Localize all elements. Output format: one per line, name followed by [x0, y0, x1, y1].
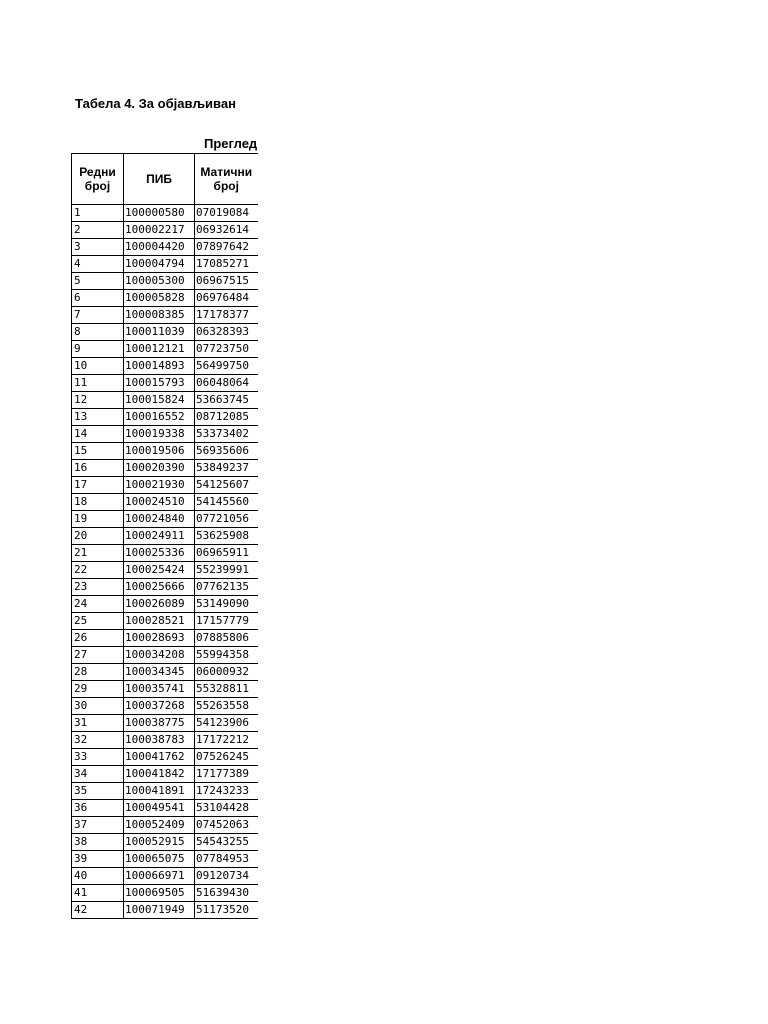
cell-ordinal: 31: [72, 715, 124, 732]
table-row: [72, 885, 258, 902]
table-row: [72, 273, 258, 290]
table-row: [72, 222, 258, 239]
cell-ordinal: 17: [72, 477, 124, 494]
cell-registration-number: 06932614: [195, 222, 258, 239]
cell-pib: 100052915: [124, 834, 195, 851]
cell-pib: 100014893: [124, 358, 195, 375]
cell-ordinal: 37: [72, 817, 124, 834]
cell-registration-number: 53663745: [195, 392, 258, 409]
cell-registration-number: 55263558: [195, 698, 258, 715]
table-row: [72, 613, 258, 630]
cell-registration-number: 51173520: [195, 902, 258, 919]
cell-ordinal: 30: [72, 698, 124, 715]
cell-pib: 100002217: [124, 222, 195, 239]
cell-ordinal: 27: [72, 647, 124, 664]
cell-registration-number: 54145560: [195, 494, 258, 511]
cell-ordinal: 21: [72, 545, 124, 562]
table-row: [72, 681, 258, 698]
cell-pib: 100071949: [124, 902, 195, 919]
table-row: [72, 647, 258, 664]
table-row: [72, 902, 258, 919]
table-row: [72, 783, 258, 800]
cell-registration-number: 55328811: [195, 681, 258, 698]
cell-registration-number: 17172212: [195, 732, 258, 749]
cell-pib: 100004420: [124, 239, 195, 256]
table-row: [72, 239, 258, 256]
column-header-registration-number: Матични број: [195, 154, 258, 205]
column-header-pib: ПИБ: [124, 154, 195, 205]
cell-registration-number: 55239991: [195, 562, 258, 579]
cell-ordinal: 6: [72, 290, 124, 307]
cell-pib: 100024911: [124, 528, 195, 545]
table-row: [72, 409, 258, 426]
cell-registration-number: 56499750: [195, 358, 258, 375]
table-row: [72, 817, 258, 834]
cell-pib: 100021930: [124, 477, 195, 494]
cell-ordinal: 28: [72, 664, 124, 681]
cell-ordinal: 24: [72, 596, 124, 613]
cell-registration-number: 53104428: [195, 800, 258, 817]
table-row: [72, 664, 258, 681]
table-header-row: [72, 154, 258, 205]
table-row: [72, 324, 258, 341]
table-row: [72, 443, 258, 460]
cell-ordinal: 40: [72, 868, 124, 885]
cell-pib: 100041891: [124, 783, 195, 800]
cell-registration-number: 08712085: [195, 409, 258, 426]
cell-registration-number: 06967515: [195, 273, 258, 290]
cell-pib: 100015793: [124, 375, 195, 392]
cell-registration-number: 56935606: [195, 443, 258, 460]
cell-pib: 100025336: [124, 545, 195, 562]
cell-registration-number: 07762135: [195, 579, 258, 596]
table-row: [72, 460, 258, 477]
cell-pib: 100035741: [124, 681, 195, 698]
column-header-ordinal: Редни број: [72, 154, 124, 205]
cell-registration-number: 07897642: [195, 239, 258, 256]
cell-ordinal: 36: [72, 800, 124, 817]
cell-registration-number: 53373402: [195, 426, 258, 443]
cell-ordinal: 10: [72, 358, 124, 375]
cell-pib: 100037268: [124, 698, 195, 715]
table-row: [72, 494, 258, 511]
cell-registration-number: 06965911: [195, 545, 258, 562]
cell-ordinal: 26: [72, 630, 124, 647]
cell-ordinal: 42: [72, 902, 124, 919]
cell-ordinal: 23: [72, 579, 124, 596]
cell-pib: 100034208: [124, 647, 195, 664]
table-row: [72, 545, 258, 562]
cell-ordinal: 8: [72, 324, 124, 341]
cell-pib: 100034345: [124, 664, 195, 681]
table-row: [72, 290, 258, 307]
cell-ordinal: 33: [72, 749, 124, 766]
table-row: [72, 579, 258, 596]
table-row: [72, 375, 258, 392]
cell-ordinal: 14: [72, 426, 124, 443]
cell-pib: 100026089: [124, 596, 195, 613]
table-row: [72, 851, 258, 868]
cell-pib: 100038775: [124, 715, 195, 732]
cell-ordinal: 2: [72, 222, 124, 239]
table-row: [72, 392, 258, 409]
cell-ordinal: 22: [72, 562, 124, 579]
cell-pib: 100025424: [124, 562, 195, 579]
cell-registration-number: 07885806: [195, 630, 258, 647]
cell-ordinal: 39: [72, 851, 124, 868]
table-row: [72, 715, 258, 732]
cell-ordinal: 32: [72, 732, 124, 749]
cell-registration-number: 53149090: [195, 596, 258, 613]
cell-registration-number: 53625908: [195, 528, 258, 545]
table-row: [72, 698, 258, 715]
cell-pib: 100024840: [124, 511, 195, 528]
table-row: [72, 868, 258, 885]
cell-ordinal: 11: [72, 375, 124, 392]
cell-registration-number: 07019084: [195, 205, 258, 222]
table-heading: Преглед: [204, 136, 257, 151]
cell-pib: 100008385: [124, 307, 195, 324]
table-row: [72, 426, 258, 443]
cell-registration-number: 54123906: [195, 715, 258, 732]
cell-ordinal: 19: [72, 511, 124, 528]
table-row: [72, 596, 258, 613]
table-row: [72, 341, 258, 358]
cell-pib: 100004794: [124, 256, 195, 273]
cell-ordinal: 12: [72, 392, 124, 409]
cell-pib: 100041842: [124, 766, 195, 783]
cell-pib: 100028521: [124, 613, 195, 630]
table-row: [72, 630, 258, 647]
cell-registration-number: 07784953: [195, 851, 258, 868]
document-title: Табела 4. За објављиван: [75, 96, 236, 111]
cell-ordinal: 9: [72, 341, 124, 358]
table-row: [72, 732, 258, 749]
table-row: [72, 749, 258, 766]
table-row: [72, 834, 258, 851]
cell-ordinal: 20: [72, 528, 124, 545]
cell-pib: 100024510: [124, 494, 195, 511]
cell-pib: 100012121: [124, 341, 195, 358]
cell-pib: 100019338: [124, 426, 195, 443]
cell-pib: 100052409: [124, 817, 195, 834]
cell-pib: 100049541: [124, 800, 195, 817]
cell-ordinal: 13: [72, 409, 124, 426]
table-row: [72, 307, 258, 324]
cell-ordinal: 16: [72, 460, 124, 477]
cell-pib: 100041762: [124, 749, 195, 766]
cell-ordinal: 1: [72, 205, 124, 222]
cell-registration-number: 06000932: [195, 664, 258, 681]
table-row: [72, 358, 258, 375]
cell-ordinal: 5: [72, 273, 124, 290]
cell-registration-number: 07452063: [195, 817, 258, 834]
cell-pib: 100019506: [124, 443, 195, 460]
cell-pib: 100020390: [124, 460, 195, 477]
cell-ordinal: 29: [72, 681, 124, 698]
cell-registration-number: 17085271: [195, 256, 258, 273]
cell-registration-number: 17243233: [195, 783, 258, 800]
cell-pib: 100038783: [124, 732, 195, 749]
cell-registration-number: 51639430: [195, 885, 258, 902]
cell-ordinal: 34: [72, 766, 124, 783]
table-header: [72, 154, 258, 205]
cell-pib: 100025666: [124, 579, 195, 596]
table-body: [72, 205, 258, 919]
cell-pib: 100015824: [124, 392, 195, 409]
cell-ordinal: 35: [72, 783, 124, 800]
cell-pib: 100000580: [124, 205, 195, 222]
cell-registration-number: 17177389: [195, 766, 258, 783]
cell-ordinal: 3: [72, 239, 124, 256]
table-row: [72, 766, 258, 783]
cell-registration-number: 17178377: [195, 307, 258, 324]
cell-pib: 100016552: [124, 409, 195, 426]
cell-registration-number: 17157779: [195, 613, 258, 630]
table-row: [72, 528, 258, 545]
cell-registration-number: 54125607: [195, 477, 258, 494]
cell-registration-number: 06048064: [195, 375, 258, 392]
cell-registration-number: 07721056: [195, 511, 258, 528]
cell-pib: 100005828: [124, 290, 195, 307]
cell-registration-number: 06976484: [195, 290, 258, 307]
cell-ordinal: 38: [72, 834, 124, 851]
cell-registration-number: 09120734: [195, 868, 258, 885]
cell-pib: 100066971: [124, 868, 195, 885]
cell-ordinal: 15: [72, 443, 124, 460]
table-row: [72, 800, 258, 817]
cell-registration-number: 07526245: [195, 749, 258, 766]
cell-registration-number: 53849237: [195, 460, 258, 477]
cell-ordinal: 7: [72, 307, 124, 324]
table-row: [72, 205, 258, 222]
cell-ordinal: 18: [72, 494, 124, 511]
cell-pib: 100011039: [124, 324, 195, 341]
cell-registration-number: 55994358: [195, 647, 258, 664]
cell-pib: 100005300: [124, 273, 195, 290]
table-row: [72, 511, 258, 528]
table-row: [72, 562, 258, 579]
data-table: [71, 153, 258, 919]
table-row: [72, 477, 258, 494]
cell-registration-number: 06328393: [195, 324, 258, 341]
cell-ordinal: 41: [72, 885, 124, 902]
table-row: [72, 256, 258, 273]
cell-pib: 100065075: [124, 851, 195, 868]
cell-registration-number: 07723750: [195, 341, 258, 358]
cell-ordinal: 4: [72, 256, 124, 273]
cell-registration-number: 54543255: [195, 834, 258, 851]
cell-pib: 100069505: [124, 885, 195, 902]
cell-ordinal: 25: [72, 613, 124, 630]
cell-pib: 100028693: [124, 630, 195, 647]
